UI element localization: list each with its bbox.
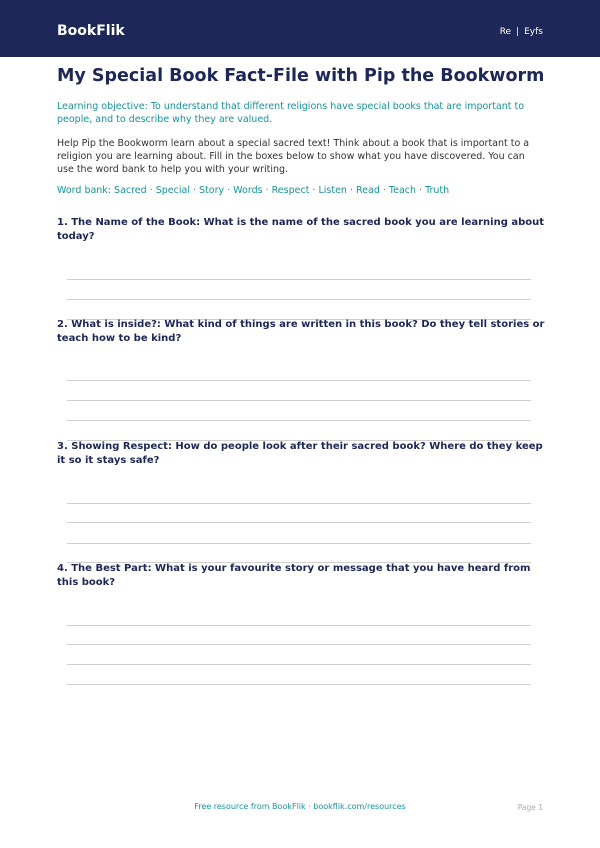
answer-line[interactable] xyxy=(67,543,531,544)
word-bank: Word bank: Sacred · Special · Story · Words · Respect · Listen · Read · Teach · Truth xyxy=(57,185,450,196)
answer-line[interactable] xyxy=(67,279,531,280)
answer-line[interactable] xyxy=(67,684,531,685)
answer-line[interactable] xyxy=(67,299,531,300)
answer-line[interactable] xyxy=(67,420,531,421)
brand-logo[interactable]: BookFlik xyxy=(57,23,125,39)
footer-link[interactable]: Free resource from BookFlik · bookflik.com/resources xyxy=(194,802,406,811)
answer-line[interactable] xyxy=(67,644,531,645)
question-3: 3. Showing Respect: How do people look after their sacred book? Where do they keep it so it stays safe? xyxy=(57,441,543,466)
page-number: Page 1 xyxy=(517,803,543,812)
instructions: Help Pip the Bookworm learn about a special sacred text! Think about a book that is important to a religion you are learning about. Fill in the boxes below to show what you have discovered. You can use the word bank to help you with your writing. xyxy=(57,138,530,175)
level-tag: Eyfs xyxy=(524,27,543,37)
answer-line[interactable] xyxy=(67,625,531,626)
question-4: 4. The Best Part: What is your favourite story or message that you have heard from this book? xyxy=(57,563,531,588)
subject-tags xyxy=(500,27,543,37)
answer-line[interactable] xyxy=(67,503,531,504)
question-1: 1. The Name of the Book: What is the name of the sacred book you are learning about today? xyxy=(57,217,545,242)
answer-line[interactable] xyxy=(67,664,531,665)
answer-line[interactable] xyxy=(67,400,531,401)
worksheet-title: My Special Book Fact-File with Pip the Bookworm xyxy=(57,66,545,86)
answer-line[interactable] xyxy=(67,380,531,381)
answer-line[interactable] xyxy=(67,522,531,523)
subject-tag: Re xyxy=(499,27,512,37)
question-2: 2. What is inside?: What kind of things are written in this book? Do they tell stories or teach how to be kind? xyxy=(57,319,545,344)
header-bar xyxy=(0,0,600,57)
learning-objective: Learning objective: To understand that different religions have special books that are important to people, and to describe why they are valued. xyxy=(57,101,525,125)
tag-separator: | xyxy=(516,27,520,37)
